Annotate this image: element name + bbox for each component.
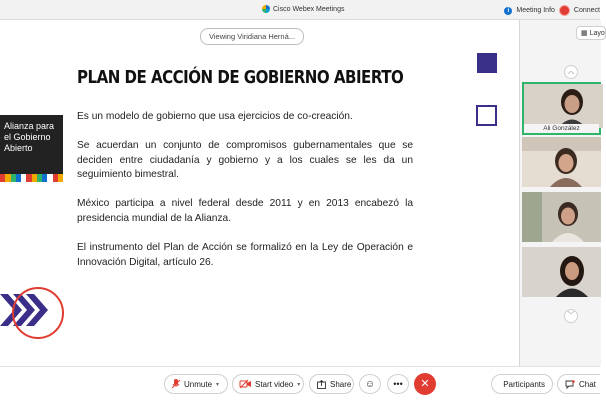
share-label: Share: [330, 380, 351, 389]
recording-icon[interactable]: [559, 5, 570, 16]
video-off-icon: [240, 380, 251, 388]
slide-title: PLAN DE ACCIÓN DE GOBIERNO ABIERTO: [77, 68, 403, 88]
alliance-logo-text: Alianza para el Gobierno Abierto: [4, 121, 62, 154]
chevron-down-icon[interactable]: ▾: [216, 381, 219, 388]
reactions-button[interactable]: [359, 374, 381, 394]
slide-paragraph-3: México participa a nivel federal desde 2011 y en 2013 encabezó la presidencia mundial de la Alianza.: [77, 197, 413, 226]
decorative-chevrons-icon: [0, 288, 70, 364]
layout-button[interactable]: ▦ Layo: [576, 26, 606, 40]
participant-name: Ali González: [524, 124, 599, 133]
chat-label: Chat: [579, 380, 596, 389]
more-icon: •••: [393, 379, 402, 389]
participants-label: Participants: [503, 380, 545, 389]
chat-button[interactable]: [557, 374, 600, 394]
alliance-logo: [0, 115, 63, 182]
share-button[interactable]: [309, 374, 354, 394]
shared-content-area: [0, 20, 518, 366]
slide-paragraph-4: El instrumento del Plan de Acción se formalizó en la Ley de Operación e Innovación Digital, artículo 26.: [77, 241, 413, 270]
chevron-down-icon[interactable]: ▾: [297, 381, 300, 388]
slide-paragraph-1: Es un modelo de gobierno que usa ejercicios de co-creación.: [77, 110, 413, 125]
smiley-icon: ☺: [365, 379, 375, 390]
layout-icon: ▦: [581, 30, 590, 37]
logo-stripes: [0, 174, 63, 182]
close-icon: ✕: [420, 378, 429, 390]
participant-tile[interactable]: [522, 137, 601, 187]
info-icon[interactable]: i: [504, 7, 512, 15]
titlebar-right: [504, 5, 600, 16]
start-video-button[interactable]: [232, 374, 304, 394]
unmute-button[interactable]: [164, 374, 228, 394]
participant-video-panel: [519, 20, 601, 366]
participant-video: [522, 192, 601, 242]
participant-tile[interactable]: [522, 192, 601, 242]
scroll-down-icon[interactable]: ﹀: [564, 309, 578, 323]
webex-logo-icon: [262, 5, 270, 13]
meeting-control-bar: [0, 366, 600, 401]
meeting-info-button[interactable]: Meeting Info: [516, 7, 555, 14]
slide-paragraph-2: Se acuerdan un conjunto de compromisos gubernamentales que se deciden entre ciudadanía y gobierno y a los cuales se les da un seguimiento bimestral.: [77, 139, 413, 183]
app-title: Cisco Webex Meetings: [273, 6, 344, 13]
connect-button[interactable]: Connect: [574, 7, 600, 14]
participant-tile[interactable]: [522, 247, 601, 297]
microphone-muted-icon: [172, 379, 180, 389]
participant-tile-active-speaker[interactable]: [522, 82, 601, 135]
viewing-indicator[interactable]: Viewing Viridiana Herná...: [200, 28, 304, 45]
decorative-outline-square: [476, 105, 497, 126]
start-video-label: Start video: [255, 380, 293, 389]
participant-video: [522, 247, 601, 297]
participants-button[interactable]: [491, 374, 553, 394]
decorative-filled-square: [477, 53, 497, 73]
scroll-up-icon[interactable]: ︿: [564, 65, 578, 79]
logo-stripe: [58, 174, 63, 182]
participant-video: [524, 84, 603, 128]
participant-video: [522, 137, 601, 187]
window-titlebar: [0, 0, 600, 20]
app-title-group: [262, 5, 344, 13]
more-options-button[interactable]: [387, 374, 409, 394]
leave-meeting-button[interactable]: [414, 373, 436, 395]
unmute-label: Unmute: [184, 380, 212, 389]
chat-icon: [565, 380, 575, 389]
share-icon: [317, 380, 326, 389]
